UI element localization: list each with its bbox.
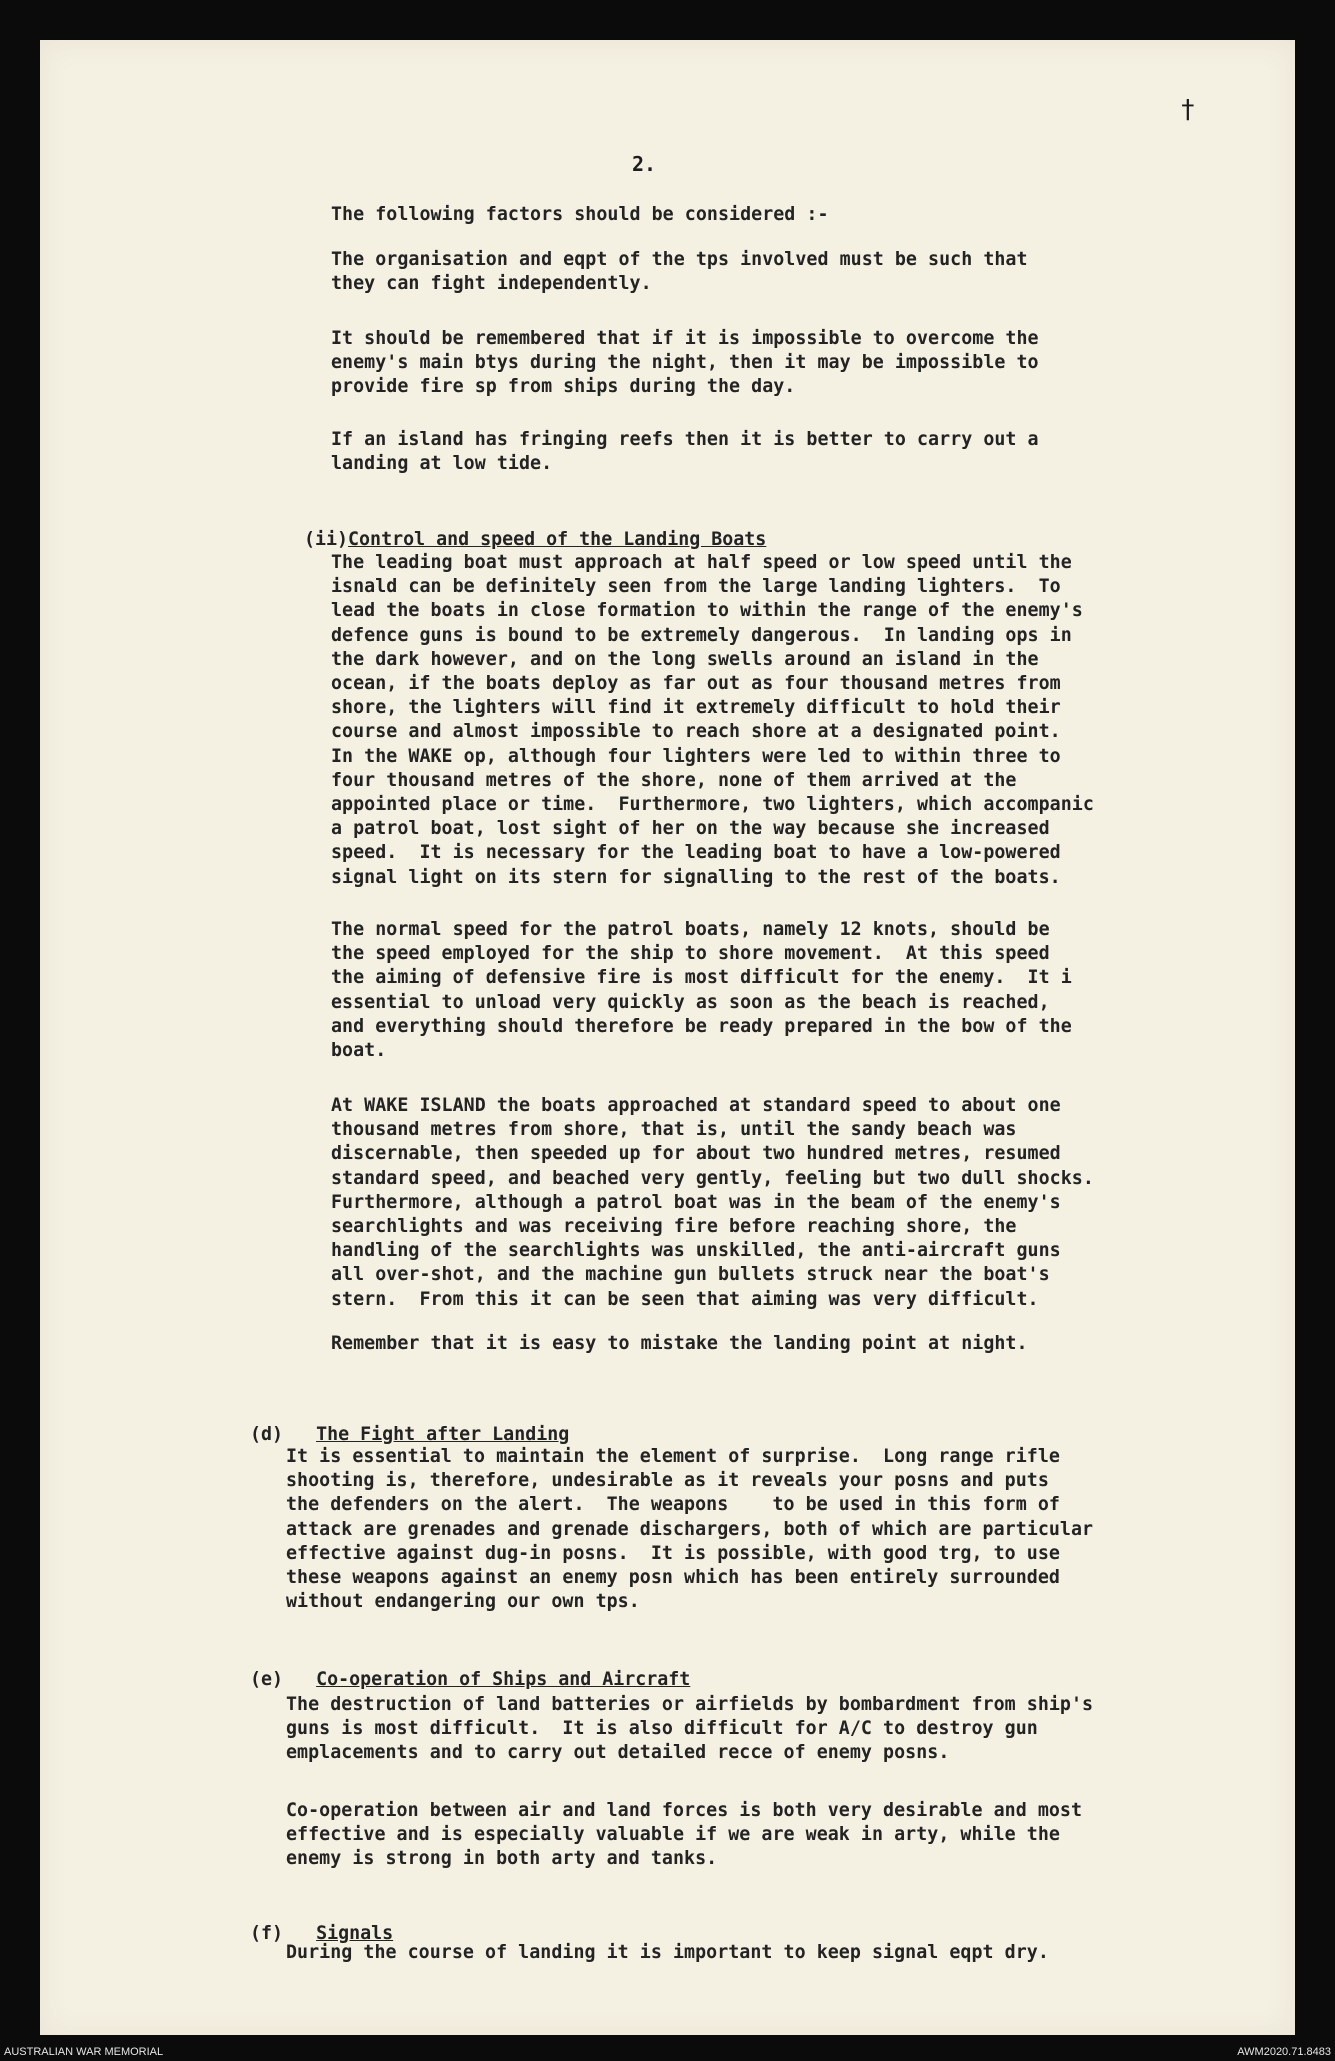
paragraph-cooperation: Co-operation between air and land forces is both very desirable and most effective and is especially valuable if we are weak in arty, while the enemy is strong in both arty and tanks. [286,1800,1083,1870]
paragraph-leading-boat: The leading boat must approach at half speed or low speed until the isnald can be definitely seen from the large landing lighters. To lead the boats in close formation to within the range of the enemy's defence guns is bound to be extremely dangerous. In landing ops in the dark however, and on the long swells around an island in the ocean, if the boats deploy as far out as four thousand metres from shore, the lighters will find it extremely difficult to hold their course and almost impossible to reach shore at a designated point. In the WAKE op, although four lighters were led to within three to four thousand metres of the shore, none of them arrived at the appointed place or time. Furthermore, two lighters, which accompanic a patrol boat, lost sight of her on the way because she increased speed. It is necessary for the leading boat to have a low-powered signal light on its stern for signalling to the rest of the boats. [331,552,1094,888]
paragraph-organisation: The organisation and eqpt of the tps involved must be such that they can fight independently. [331,249,1028,295]
section-e-heading [228,1644,690,1692]
section-d-title: The Fight after Landing [316,1424,570,1445]
section-ii-label: (ii) [304,529,349,550]
paragraph-normal-speed: The normal speed for the patrol boats, namely 12 knots, should be the speed employed for the ship to shore movement. At this speed the aiming of defensive fire is most difficult for the enemy. It i essential to unload very quickly as soon as the beach is reached, and everything should therefore be ready prepared in the bow of the boat. [331,919,1072,1062]
paragraph-enemy-btys: It should be remembered that if it is impossible to overcome the enemy's main btys during the night, then it may be impossible to provide fire sp from ships during the day. [331,328,1039,398]
footer-archive-id: AWM2020.71.8483 [1237,2046,1331,2058]
section-ii-heading [282,504,766,552]
paragraph-destruction: The destruction of land batteries or airfields by bombardment from ship's guns is most difficult. It is also difficult for A/C to destroy gun emplacements and to carry out detailed recce of enemy posns. [286,1694,1094,1764]
intro-line: The following factors should be considered :- [331,204,829,225]
section-e-title: Co-operation of Ships and Aircraft [316,1669,691,1690]
page-number: 2. [632,152,657,176]
section-e-label: (e) [250,1669,284,1690]
handwritten-mark: † [1180,95,1196,125]
section-d-heading [228,1399,569,1447]
paragraph-surprise: It is essential to maintain the element of surprise. Long range rifle shooting is, therefore, undesirable as it reveals your posns and puts the defenders on the alert. The weapons to be used in this form of attack are grenades and grenade dischargers, both of which are particular effective against dug-in posns. It is possible, with good trg, to use these weapons against an enemy posn which has been entirely surrounded without endangering our own tps. [286,1446,1094,1613]
section-f-heading [228,1898,393,1946]
paragraph-remember: Remember that it is easy to mistake the landing point at night. [331,1333,1028,1354]
section-d-label: (d) [250,1424,284,1445]
paragraph-reefs: If an island has fringing reefs then it is better to carry out a landing at low tide. [331,429,1039,475]
paragraph-wake-island: At WAKE ISLAND the boats approached at standard speed to about one thousand metres from shore, that is, until the sandy beach was discernable, then speeded up for about two hundred metres, resumed standard speed, and beached very gently, feeling but two dull shocks. Furthermore, although a patrol boat was in the beam of the enemy's searchlights and was receiving fire before reaching shore, the handling of the searchlights was unskilled, the anti-aircraft guns all over-shot, and the machine gun bullets struck near the boat's stern. From this it can be seen that aiming was very difficult. [331,1095,1094,1310]
section-f-label: (f) [250,1923,284,1944]
section-ii-title: Control and speed of the Landing Boats [348,529,767,550]
section-f-title: Signals [316,1923,394,1944]
footer-archive-name: AUSTRALIAN WAR MEMORIAL [4,2046,164,2058]
paragraph-signals: During the course of landing it is important to keep signal eqpt dry. [286,1942,1049,1963]
